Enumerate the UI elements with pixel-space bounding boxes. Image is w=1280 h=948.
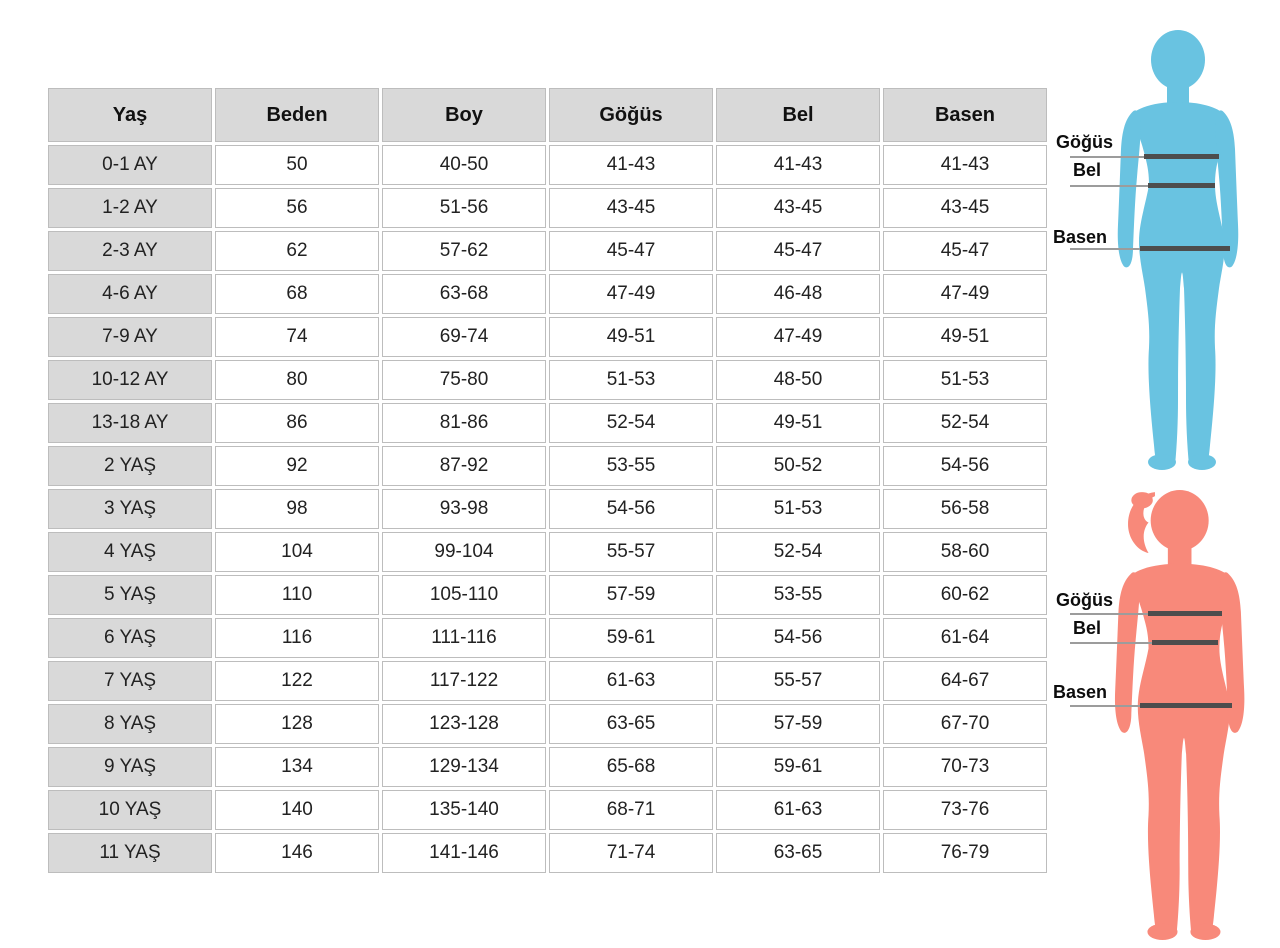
baby-size-diagram (1040, 0, 1280, 478)
measurement-cell: 63-65 (716, 833, 880, 873)
measurement-cell: 50 (215, 145, 379, 185)
table-row (48, 747, 1047, 787)
measurement-cell: 50-52 (716, 446, 880, 486)
row-age-cell: 13-18 AY (48, 403, 212, 443)
measurement-cell: 43-45 (716, 188, 880, 228)
measurement-cell: 75-80 (382, 360, 546, 400)
measurement-cell: 68 (215, 274, 379, 314)
measurement-cell: 49-51 (716, 403, 880, 443)
row-age-cell: 5 YAŞ (48, 575, 212, 615)
row-age-cell: 7-9 AY (48, 317, 212, 357)
girl-left-arm-shape (1115, 572, 1140, 733)
measurement-cell: 64-67 (883, 661, 1047, 701)
table-row (48, 145, 1047, 185)
row-age-cell: 3 YAŞ (48, 489, 212, 529)
table-row (48, 833, 1047, 873)
measurement-cell: 55-57 (716, 661, 880, 701)
column-header-height: Boy (382, 88, 546, 142)
baby-waist-leader-line (1070, 185, 1148, 187)
measurement-cell: 47-49 (549, 274, 713, 314)
table-row (48, 489, 1047, 529)
column-header-chest: Göğüs (549, 88, 713, 142)
measurement-cell: 105-110 (382, 575, 546, 615)
baby-hip-measure-line (1140, 246, 1230, 251)
measurement-cell: 45-47 (549, 231, 713, 271)
measurement-cell: 99-104 (382, 532, 546, 572)
row-age-cell: 7 YAŞ (48, 661, 212, 701)
measurement-cell: 67-70 (883, 704, 1047, 744)
measurement-cell: 140 (215, 790, 379, 830)
table-row (48, 274, 1047, 314)
measurement-cell: 53-55 (549, 446, 713, 486)
girl-hair-curl-shape (1131, 492, 1152, 508)
measurement-cell: 86 (215, 403, 379, 443)
measurement-cell: 54-56 (883, 446, 1047, 486)
measurement-cell: 116 (215, 618, 379, 658)
measurement-cell: 56-58 (883, 489, 1047, 529)
measurement-cell: 98 (215, 489, 379, 529)
measurement-cell: 58-60 (883, 532, 1047, 572)
baby-waist-measure-line (1148, 183, 1215, 188)
column-header-waist: Bel (716, 88, 880, 142)
row-age-cell: 2-3 AY (48, 231, 212, 271)
measurement-cell: 110 (215, 575, 379, 615)
measurement-cell: 45-47 (716, 231, 880, 271)
girl-silhouette (1112, 488, 1257, 940)
measurement-cell: 61-64 (883, 618, 1047, 658)
measurement-cell: 52-54 (716, 532, 880, 572)
measurement-cell: 59-61 (549, 618, 713, 658)
baby-left-foot-shape (1148, 454, 1176, 470)
measurement-cell: 47-49 (883, 274, 1047, 314)
baby-head-shape (1151, 30, 1205, 90)
measurement-cell: 40-50 (382, 145, 546, 185)
baby-hip-leader-line (1070, 248, 1140, 250)
girl-waist-leader-line (1070, 642, 1152, 644)
baby-waist-label: Bel (1073, 160, 1102, 180)
measurement-cell: 117-122 (382, 661, 546, 701)
measurement-cell: 68-71 (549, 790, 713, 830)
measurement-cell: 62 (215, 231, 379, 271)
row-age-cell: 10 YAŞ (48, 790, 212, 830)
measurement-cell: 61-63 (549, 661, 713, 701)
row-age-cell: 4-6 AY (48, 274, 212, 314)
girl-body-shape (1129, 564, 1230, 935)
measurement-cell: 41-43 (716, 145, 880, 185)
measurement-cell: 135-140 (382, 790, 546, 830)
row-age-cell: 9 YAŞ (48, 747, 212, 787)
baby-hip-label: Basen (1053, 227, 1108, 247)
measurement-cell: 93-98 (382, 489, 546, 529)
measurement-cell: 49-51 (549, 317, 713, 357)
measurement-cell: 80 (215, 360, 379, 400)
girl-waist-measure-line (1152, 640, 1218, 645)
measurement-cell: 54-56 (549, 489, 713, 529)
measurement-cell: 61-63 (716, 790, 880, 830)
measurement-cell: 46-48 (716, 274, 880, 314)
measurement-cell: 65-68 (549, 747, 713, 787)
baby-chest-leader-line (1070, 156, 1144, 158)
column-header-size: Beden (215, 88, 379, 142)
measurement-cell: 69-74 (382, 317, 546, 357)
measurement-cell: 122 (215, 661, 379, 701)
measurement-cell: 60-62 (883, 575, 1047, 615)
measurement-cell: 49-51 (883, 317, 1047, 357)
measurement-cell: 51-53 (716, 489, 880, 529)
measurement-cell: 41-43 (883, 145, 1047, 185)
measurement-cell: 51-56 (382, 188, 546, 228)
measurement-cell: 48-50 (716, 360, 880, 400)
row-age-cell: 2 YAŞ (48, 446, 212, 486)
measurement-cell: 57-59 (716, 704, 880, 744)
girl-right-foot-shape (1190, 924, 1220, 940)
baby-left-arm-shape (1118, 110, 1141, 267)
measurement-cell: 63-68 (382, 274, 546, 314)
measurement-cell: 134 (215, 747, 379, 787)
column-header-hip: Basen (883, 88, 1047, 142)
table-row (48, 704, 1047, 744)
table-row (48, 790, 1047, 830)
girl-size-diagram (1040, 478, 1280, 948)
row-age-cell: 6 YAŞ (48, 618, 212, 658)
row-age-cell: 8 YAŞ (48, 704, 212, 744)
size-table (45, 85, 1050, 876)
measurement-cell: 74 (215, 317, 379, 357)
girl-hip-label: Basen (1053, 682, 1108, 702)
measurement-cell: 104 (215, 532, 379, 572)
measurement-cell: 71-74 (549, 833, 713, 873)
baby-right-foot-shape (1188, 454, 1216, 470)
girl-chest-label: Göğüs (1056, 590, 1113, 610)
girl-left-foot-shape (1147, 924, 1177, 940)
measurement-cell: 53-55 (716, 575, 880, 615)
measurement-cell: 128 (215, 704, 379, 744)
table-row (48, 661, 1047, 701)
row-age-cell: 11 YAŞ (48, 833, 212, 873)
measurement-cell: 45-47 (883, 231, 1047, 271)
measurement-cell: 87-92 (382, 446, 546, 486)
measurement-cell: 52-54 (549, 403, 713, 443)
measurement-cell: 54-56 (716, 618, 880, 658)
measurement-cell: 92 (215, 446, 379, 486)
measurement-cell: 141-146 (382, 833, 546, 873)
girl-chest-leader-line (1070, 613, 1148, 615)
girl-head-shape (1151, 490, 1209, 551)
table-row (48, 575, 1047, 615)
measurement-cell: 51-53 (883, 360, 1047, 400)
measurement-cell: 57-59 (549, 575, 713, 615)
column-header-age: Yaş (48, 88, 212, 142)
table-row (48, 532, 1047, 572)
measurement-cell: 51-53 (549, 360, 713, 400)
measurement-cell: 123-128 (382, 704, 546, 744)
girl-chest-measure-line (1148, 611, 1222, 616)
table-body (48, 145, 1047, 873)
table-row (48, 446, 1047, 486)
row-age-cell: 0-1 AY (48, 145, 212, 185)
measurement-cell: 59-61 (716, 747, 880, 787)
measurement-cell: 111-116 (382, 618, 546, 658)
row-age-cell: 10-12 AY (48, 360, 212, 400)
measurement-cell: 129-134 (382, 747, 546, 787)
measurement-cell: 76-79 (883, 833, 1047, 873)
girl-hip-leader-line (1070, 705, 1140, 707)
measurement-cell: 56 (215, 188, 379, 228)
measurement-cell: 47-49 (716, 317, 880, 357)
row-age-cell: 4 YAŞ (48, 532, 212, 572)
table-row (48, 231, 1047, 271)
measurement-cell: 63-65 (549, 704, 713, 744)
measurement-cell: 43-45 (549, 188, 713, 228)
measurement-cell: 52-54 (883, 403, 1047, 443)
baby-chest-measure-line (1144, 154, 1219, 159)
table-row (48, 618, 1047, 658)
table-header-row (48, 88, 1047, 142)
table-row (48, 403, 1047, 443)
table-row (48, 360, 1047, 400)
table-row (48, 188, 1047, 228)
row-age-cell: 1-2 AY (48, 188, 212, 228)
measurement-cell: 57-62 (382, 231, 546, 271)
measurement-cell: 55-57 (549, 532, 713, 572)
baby-chest-label: Göğüs (1056, 132, 1113, 152)
table-row (48, 317, 1047, 357)
girl-waist-label: Bel (1073, 618, 1102, 638)
measurement-cell: 41-43 (549, 145, 713, 185)
measurement-cell: 43-45 (883, 188, 1047, 228)
girl-hip-measure-line (1140, 703, 1232, 708)
measurement-cell: 146 (215, 833, 379, 873)
measurement-cell: 70-73 (883, 747, 1047, 787)
measurement-cell: 73-76 (883, 790, 1047, 830)
measurement-cell: 81-86 (382, 403, 546, 443)
